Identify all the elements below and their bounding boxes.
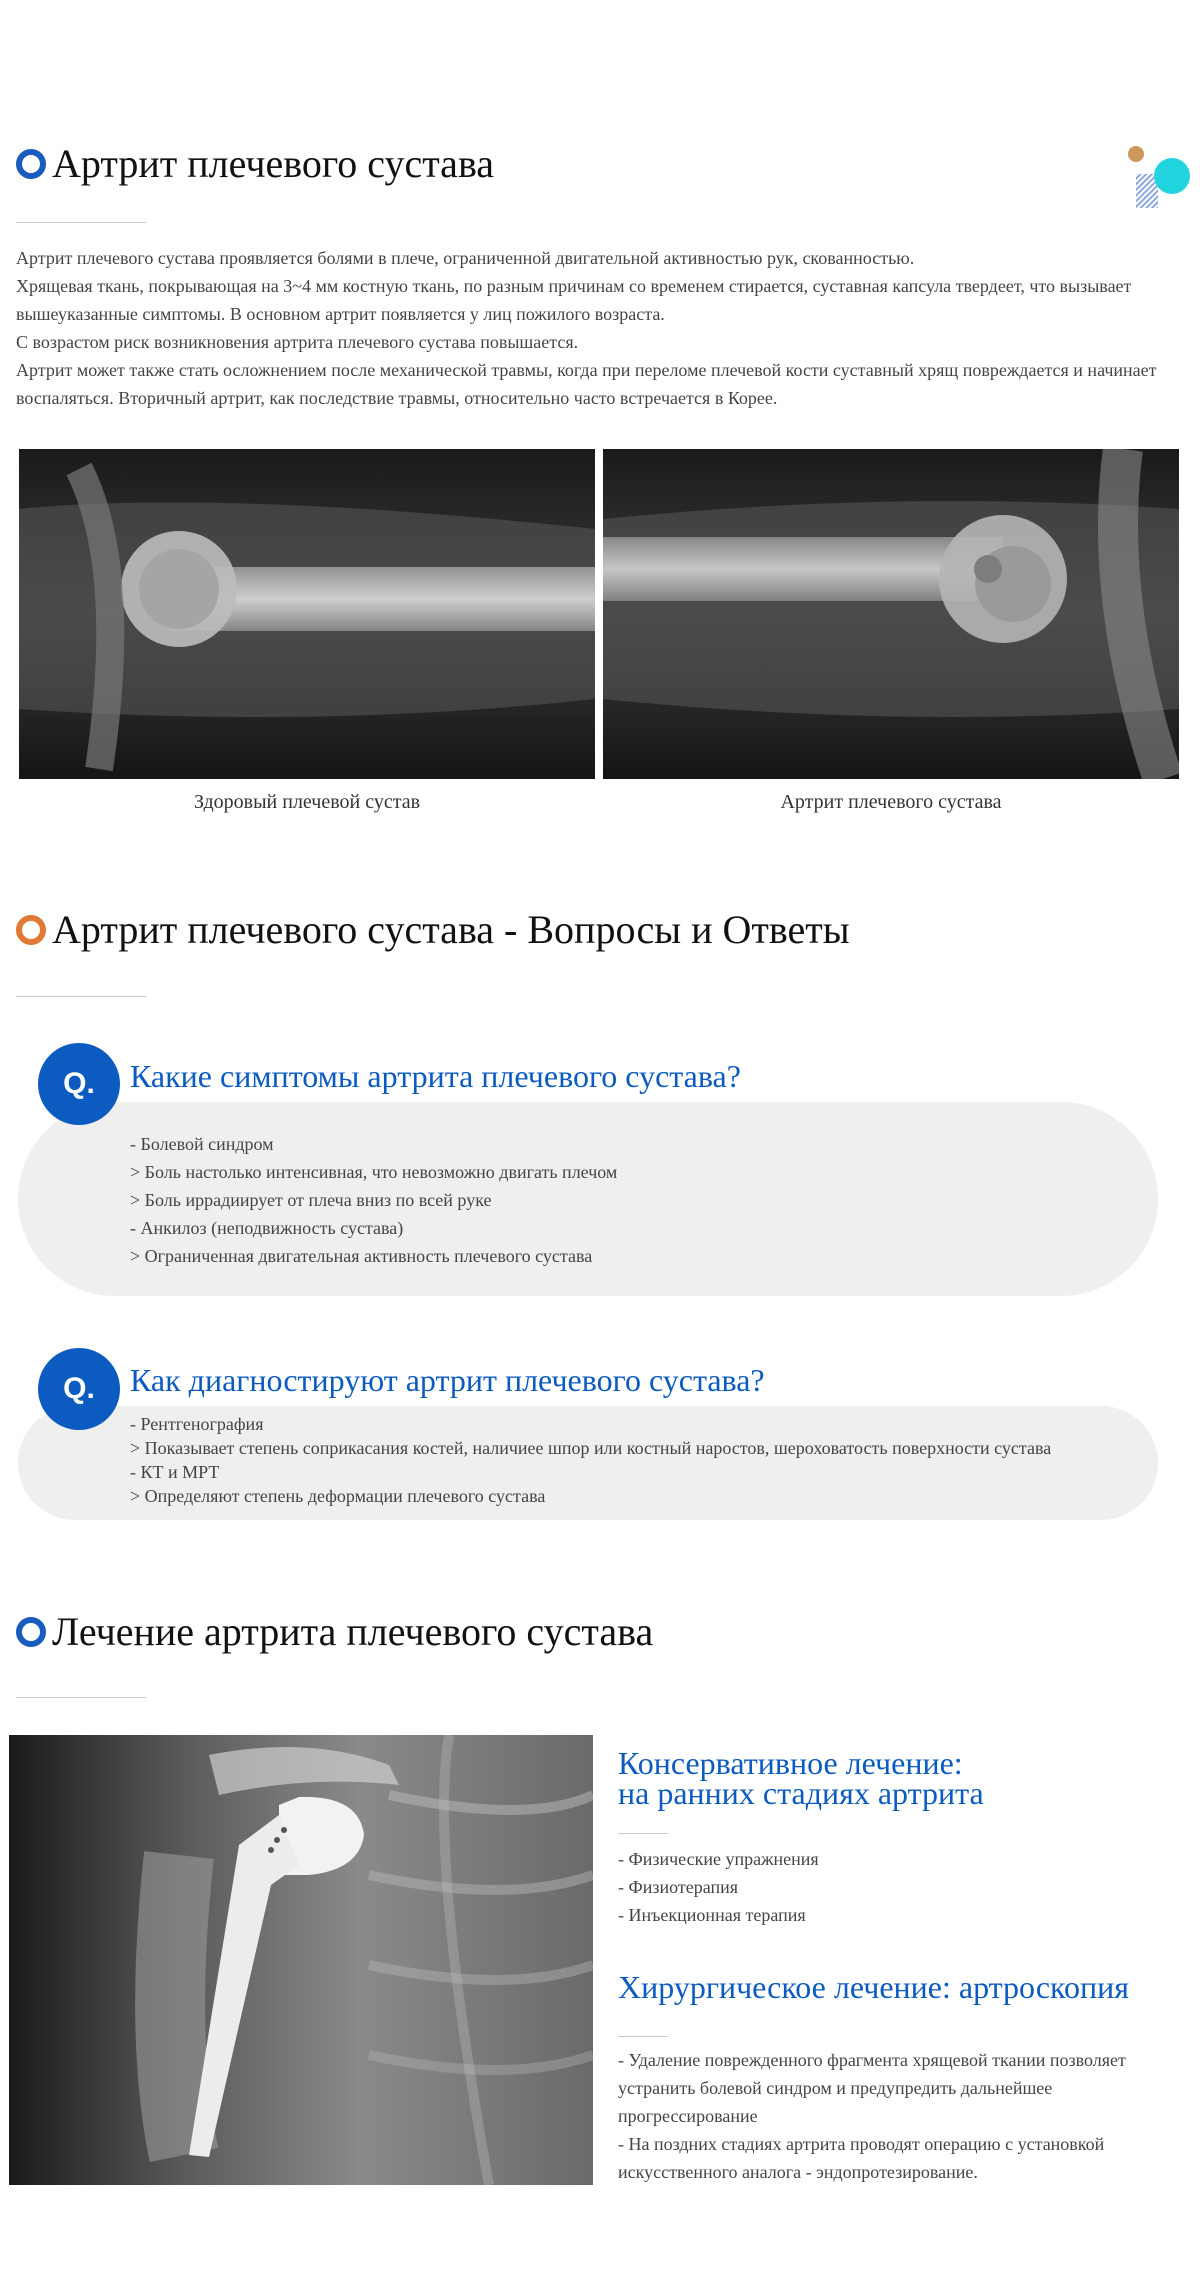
section-title-faq <box>16 906 850 953</box>
list-item: - Инъекционная терапия <box>618 1905 806 1925</box>
xray-prosthesis-image <box>9 1735 593 2185</box>
answer-text <box>130 1130 617 1270</box>
intro-paragraph: Артрит плечевого сустава проявляется болями в плече, ограниченной двигательной активностью рук, скованностью. <box>16 248 915 268</box>
intro-paragraph: С возрастом риск возникновения артрита плечевого сустава повышается. <box>16 332 579 352</box>
intro-paragraph: Артрит может также стать осложнением после механической травмы, когда при переломе плечевой кости суставный хрящ повреждается и начинает воспаляться. Вторичный артрит, как последствие травмы, относительно часто встречается в Корее. <box>16 360 1157 408</box>
answer-line: > Боль настолько интенсивная, что невозможно двигать плечом <box>130 1162 618 1182</box>
answer-line: > Показывает степень соприкасания костей, наличиее шпор или костный наростов, шероховатость поверхности сустава <box>130 1438 1052 1458</box>
list-item: - Физические упражнения <box>618 1849 819 1869</box>
brand-logo <box>1126 142 1196 212</box>
question-badge: Q. <box>38 1043 120 1125</box>
section-title-text: Артрит плечевого сустава - Вопросы и Ответы <box>52 907 850 952</box>
question-badge: Q. <box>38 1348 120 1430</box>
section-title-text: Артрит плечевого сустава <box>52 141 495 186</box>
section-title-treatment <box>16 1608 653 1655</box>
intro-text <box>16 244 1186 412</box>
answer-line: - Болевой синдром <box>130 1134 274 1154</box>
question-title: Какие симптомы артрита плечевого сустава? <box>130 1058 741 1094</box>
surgical-treatment-list <box>618 2046 1178 2186</box>
xray-healthy-image <box>19 449 595 779</box>
answer-text <box>130 1412 1051 1508</box>
title-line: Консервативное лечение: <box>618 1745 963 1781</box>
xray-arthritis-image <box>603 449 1179 779</box>
intro-paragraph: Хрящевая ткань, покрывающая на 3~4 мм костную ткань, по разным причинам со временем стирается, суставная капсула твердеет, что вызывает вышеуказанные симптомы. В основном артрит появляется у лиц пожилого возраста. <box>16 276 1132 324</box>
list-item: - На поздних стадиях артрита проводят операцию с установкой искусственного аналога - эндопротезирование. <box>618 2134 1105 2182</box>
circle-bullet-icon <box>16 915 46 945</box>
title-divider <box>16 222 146 223</box>
answer-line: > Ограниченная двигательная активность плечевого сустава <box>130 1246 593 1266</box>
title-divider <box>16 1697 146 1698</box>
treatment-divider <box>618 2036 668 2037</box>
circle-bullet-icon <box>16 1617 46 1647</box>
list-item: - Физиотерапия <box>618 1877 739 1897</box>
treatment-divider <box>618 1833 668 1834</box>
answer-line: - Анкилоз (неподвижность сустава) <box>130 1218 404 1238</box>
section-title-arthritis <box>16 140 494 187</box>
title-divider <box>16 996 146 997</box>
answer-line: - КТ и МРТ <box>130 1462 220 1482</box>
surgical-treatment-title: Хирургическое лечение: артроскопия <box>618 1969 1129 2005</box>
title-line: на ранних стадиях артрита <box>618 1775 984 1811</box>
conservative-treatment-list <box>618 1845 1178 1929</box>
answer-line: > Определяют степень деформации плечевого сустава <box>130 1486 546 1506</box>
answer-line: - Рентгенография <box>130 1414 264 1434</box>
question-title: Как диагностируют артрит плечевого сустава? <box>130 1362 765 1398</box>
circle-bullet-icon <box>16 149 46 179</box>
section-title-text: Лечение артрита плечевого сустава <box>52 1609 654 1654</box>
list-item: - Удаление поврежденного фрагмента хрящевой ткании позволяет устранить болевой синдром и предупредить дальнейшее прогрессирование <box>618 2050 1126 2126</box>
conservative-treatment-title <box>618 1745 984 1811</box>
answer-line: > Боль иррадиирует от плеча вниз по всей руке <box>130 1190 492 1210</box>
caption-healthy: Здоровый плечевой сустав <box>193 791 421 813</box>
caption-arthritis: Артрит плечевого сустава <box>780 791 1002 813</box>
